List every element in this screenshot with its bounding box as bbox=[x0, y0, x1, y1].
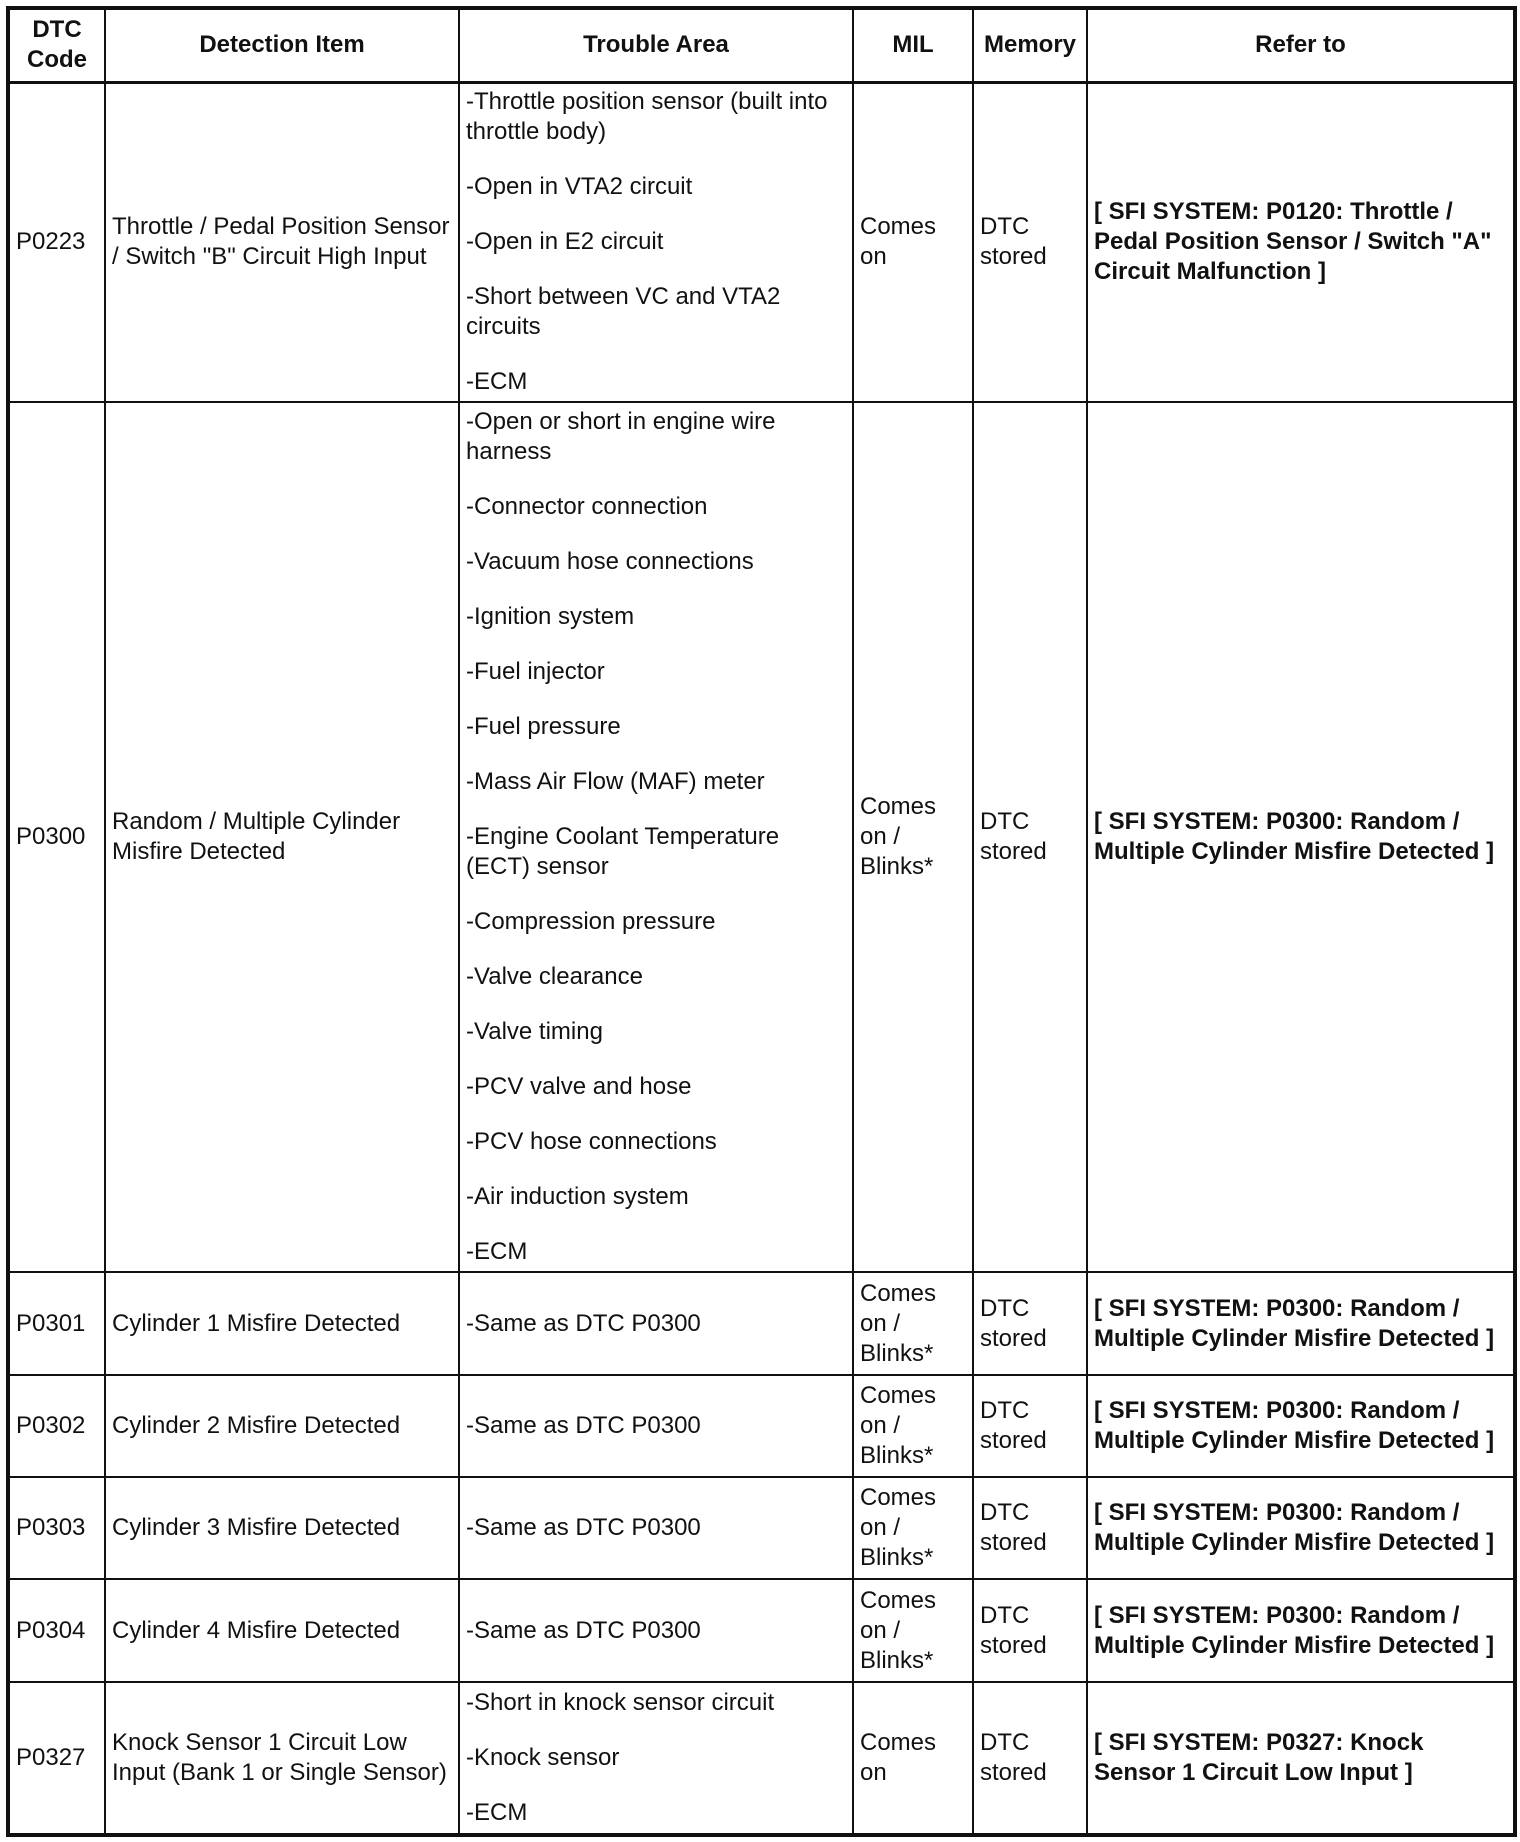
dtc-code-cell: P0303 bbox=[8, 1477, 105, 1579]
trouble-area-item: -Short between VC and VTA2 circuits bbox=[466, 283, 781, 341]
trouble-area-item: -ECM bbox=[466, 1799, 528, 1826]
header-trouble-area: Trouble Area bbox=[459, 8, 853, 82]
refer-to-link[interactable]: [ SFI SYSTEM: P0120: Throttle / Pedal Position Sensor / Switch "A" Circuit Malfunction ] bbox=[1087, 82, 1515, 402]
table-row bbox=[8, 402, 1515, 1272]
memory-cell: DTC stored bbox=[973, 1477, 1087, 1579]
table-row bbox=[8, 1375, 1515, 1477]
table-row bbox=[8, 1272, 1515, 1375]
dtc-table bbox=[6, 6, 1517, 1837]
header-memory: Memory bbox=[973, 8, 1087, 82]
detection-item-cell: Cylinder 3 Misfire Detected bbox=[105, 1477, 459, 1579]
mil-cell: Comes on / Blinks* bbox=[853, 1375, 973, 1477]
trouble-area-item: -PCV hose connections bbox=[466, 1128, 717, 1155]
table-body bbox=[8, 82, 1515, 1835]
trouble-area-item: -Vacuum hose connections bbox=[466, 548, 754, 575]
table-row bbox=[8, 1477, 1515, 1579]
header-dtc-code: DTC Code bbox=[8, 8, 105, 82]
trouble-area-item: -Valve timing bbox=[466, 1018, 603, 1045]
mil-cell: Comes on / Blinks* bbox=[853, 402, 973, 1272]
memory-cell: DTC stored bbox=[973, 1272, 1087, 1375]
refer-to-link[interactable]: [ SFI SYSTEM: P0300: Random / Multiple Cylinder Misfire Detected ] bbox=[1087, 1477, 1515, 1579]
trouble-area-item: -Connector connection bbox=[466, 493, 708, 520]
trouble-area-cell bbox=[459, 82, 853, 402]
trouble-area-cell bbox=[459, 1682, 853, 1835]
trouble-area-item: -Ignition system bbox=[466, 603, 635, 630]
dtc-code-cell: P0301 bbox=[8, 1272, 105, 1375]
trouble-area-item: -ECM bbox=[466, 368, 528, 396]
dtc-code-cell: P0300 bbox=[8, 402, 105, 1272]
trouble-area-item: -Valve clearance bbox=[466, 963, 643, 990]
refer-to-link[interactable]: [ SFI SYSTEM: P0300: Random / Multiple Cylinder Misfire Detected ] bbox=[1087, 1579, 1515, 1682]
table-row bbox=[8, 1682, 1515, 1835]
mil-cell: Comes on / Blinks* bbox=[853, 1477, 973, 1579]
trouble-area-item: -Throttle position sensor (built into throttle body) bbox=[466, 88, 828, 146]
detection-item-cell: Random / Multiple Cylinder Misfire Detected bbox=[105, 402, 459, 1272]
memory-cell: DTC stored bbox=[973, 1682, 1087, 1835]
trouble-area-item: -ECM bbox=[466, 1238, 528, 1265]
refer-to-link[interactable]: [ SFI SYSTEM: P0300: Random / Multiple Cylinder Misfire Detected ] bbox=[1087, 402, 1515, 1272]
refer-to-link[interactable]: [ SFI SYSTEM: P0300: Random / Multiple Cylinder Misfire Detected ] bbox=[1087, 1272, 1515, 1375]
trouble-area-item: -Mass Air Flow (MAF) meter bbox=[466, 768, 765, 795]
header-mil: MIL bbox=[853, 8, 973, 82]
dtc-code-cell: P0304 bbox=[8, 1579, 105, 1682]
mil-cell: Comes on / Blinks* bbox=[853, 1579, 973, 1682]
trouble-area-cell bbox=[459, 1579, 853, 1682]
trouble-area-item: -Open or short in engine wire harness bbox=[466, 408, 776, 465]
trouble-area-cell bbox=[459, 1477, 853, 1579]
mil-cell: Comes on bbox=[853, 1682, 973, 1835]
trouble-area-item: -Open in VTA2 circuit bbox=[466, 173, 693, 201]
dtc-code-cell: P0302 bbox=[8, 1375, 105, 1477]
trouble-area-item: -Open in E2 circuit bbox=[466, 228, 664, 256]
trouble-area-item: -Engine Coolant Temperature (ECT) sensor bbox=[466, 823, 780, 880]
dtc-code-cell: P0327 bbox=[8, 1682, 105, 1835]
mil-cell: Comes on bbox=[853, 82, 973, 402]
detection-item-cell: Cylinder 2 Misfire Detected bbox=[105, 1375, 459, 1477]
trouble-area-item: -Same as DTC P0300 bbox=[466, 1616, 701, 1644]
refer-to-link[interactable]: [ SFI SYSTEM: P0300: Random / Multiple Cylinder Misfire Detected ] bbox=[1087, 1375, 1515, 1477]
memory-cell: DTC stored bbox=[973, 82, 1087, 402]
trouble-area-item: -Same as DTC P0300 bbox=[466, 1309, 701, 1337]
detection-item-cell: Cylinder 4 Misfire Detected bbox=[105, 1579, 459, 1682]
trouble-area-cell bbox=[459, 1375, 853, 1477]
mil-cell: Comes on / Blinks* bbox=[853, 1272, 973, 1375]
header-refer-to: Refer to bbox=[1087, 8, 1515, 82]
header-detection-item: Detection Item bbox=[105, 8, 459, 82]
trouble-area-item: -Fuel injector bbox=[466, 658, 605, 685]
trouble-area-item: -Knock sensor bbox=[466, 1744, 620, 1771]
memory-cell: DTC stored bbox=[973, 402, 1087, 1272]
table-row bbox=[8, 1579, 1515, 1682]
trouble-area-cell bbox=[459, 1272, 853, 1375]
detection-item-cell: Cylinder 1 Misfire Detected bbox=[105, 1272, 459, 1375]
trouble-area-item: -Same as DTC P0300 bbox=[466, 1412, 701, 1439]
trouble-area-item: -Short in knock sensor circuit bbox=[466, 1689, 775, 1716]
trouble-area-item: -Fuel pressure bbox=[466, 713, 621, 740]
header-row bbox=[8, 8, 1515, 82]
dtc-code-cell: P0223 bbox=[8, 82, 105, 402]
trouble-area-item: -Air induction system bbox=[466, 1183, 689, 1210]
detection-item-cell: Throttle / Pedal Position Sensor / Switch "B" Circuit High Input bbox=[105, 82, 459, 402]
memory-cell: DTC stored bbox=[973, 1375, 1087, 1477]
trouble-area-item: -PCV valve and hose bbox=[466, 1073, 692, 1100]
trouble-area-cell bbox=[459, 402, 853, 1272]
memory-cell: DTC stored bbox=[973, 1579, 1087, 1682]
detection-item-cell: Knock Sensor 1 Circuit Low Input (Bank 1 or Single Sensor) bbox=[105, 1682, 459, 1835]
table-row bbox=[8, 82, 1515, 402]
refer-to-link[interactable]: [ SFI SYSTEM: P0327: Knock Sensor 1 Circuit Low Input ] bbox=[1087, 1682, 1515, 1835]
trouble-area-item: -Compression pressure bbox=[466, 908, 716, 935]
trouble-area-item: -Same as DTC P0300 bbox=[466, 1514, 701, 1541]
